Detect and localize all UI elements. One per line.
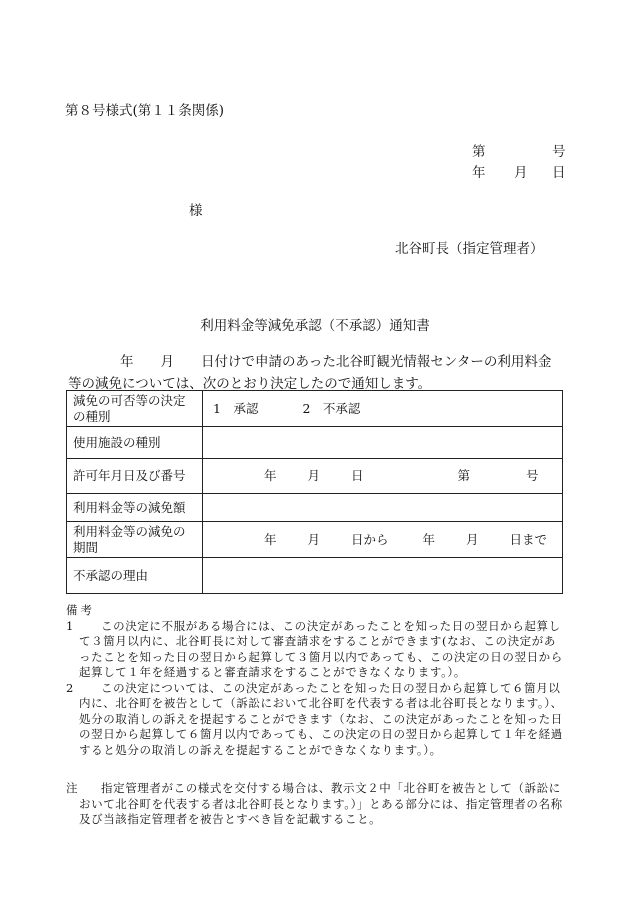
period-end-month: 月	[466, 531, 479, 547]
value-facility-type	[203, 427, 563, 459]
doc-date-month: 月	[514, 165, 528, 181]
footnote	[66, 781, 566, 828]
permit-year: 年	[264, 468, 277, 483]
permit-month: 月	[307, 468, 321, 483]
table-row-period	[67, 522, 563, 558]
label-decision-type: 減免の可否等の決定の種別	[67, 391, 203, 427]
note-item-2-number: 2	[66, 680, 74, 695]
note-item-1-number: 1	[66, 618, 74, 633]
decision-options	[203, 391, 563, 427]
doc-number-prefix: 第	[472, 144, 486, 160]
note-item-2	[66, 681, 566, 759]
period-start-day: 日から	[351, 531, 389, 547]
option-disapprove: 2 不承認	[302, 400, 361, 416]
intro-line-2: 等の減免については、次のとおり決定したので通知します。	[68, 376, 432, 392]
doc-number-suffix: 号	[552, 144, 566, 160]
addressee-suffix: 様	[189, 203, 203, 219]
label-facility-type: 使用施設の種別	[67, 427, 203, 459]
intro-paragraph	[68, 351, 568, 395]
note-item-2-text: この決定については、この決定があったことを知った日の翌日から起算して６箇月以内に、北谷町を被告として（訴訟において北谷町を代表する者は北谷町長となります。）、処分の取消しの訴えを提起することができます（なお、この決定があったことを知った日の翌日から起算して６箇月以内であっても、この決定の日の翌日から起算して１年を経過すると処分の取消しの訴えを提起することができなくなります。）。	[79, 680, 563, 757]
doc-date-year: 年	[472, 165, 486, 181]
period-end-day: 日まで	[509, 531, 548, 547]
permit-no-suffix: 号	[526, 468, 539, 483]
footnote-mark: 注	[66, 781, 79, 795]
value-reduction-amount	[203, 494, 563, 522]
decision-table	[66, 390, 563, 594]
doc-date-day: 日	[552, 165, 566, 181]
table-row-facility	[67, 427, 563, 459]
sender: 北谷町長（指定管理者）	[395, 241, 544, 257]
notes-section	[66, 603, 566, 758]
table-row-decision	[67, 391, 563, 427]
value-permit-date-number	[203, 459, 563, 494]
form-number: 第８号様式(第１１条関係)	[65, 103, 225, 119]
period-start-month: 月	[307, 531, 321, 547]
notes-heading: 備考	[66, 603, 95, 617]
footnote-text: 指定管理者がこの様式を交付する場合は、教示文２中「北谷町を被告として（訴訟において北谷町を代表する者は北谷町長となります。）」とある部分には、指定管理者の名称及び当該指定管理者を被告とすべき旨を記載すること。	[79, 781, 563, 826]
permit-no-prefix: 第	[457, 468, 471, 483]
label-reduction-amount: 利用料金等の減免額	[67, 494, 203, 522]
label-reduction-period: 利用料金等の減免の期間	[67, 522, 203, 558]
table-row-reason	[67, 558, 563, 594]
value-reduction-period	[203, 522, 563, 558]
label-disapproval-reason: 不承認の理由	[67, 558, 203, 594]
document-title: 利用料金等減免承認（不承認）通知書	[200, 318, 430, 334]
option-approve: 1 承認	[213, 400, 259, 416]
period-end-year: 年	[422, 531, 436, 547]
value-disapproval-reason	[203, 558, 563, 594]
label-permit-date-number: 許可年月日及び番号	[67, 459, 203, 494]
period-start-year: 年	[264, 531, 277, 547]
intro-line-1: 年 月 日付けで申請のあった北谷町観光情報センターの利用料金	[120, 354, 552, 370]
note-item-1-text: この決定に不服がある場合には、この決定があったことを知った日の翌日から起算して３箇月以内に、北谷町長に対して審査請求をすることができます(なお、この決定があったことを知った日の翌日から起算して３箇月以内であっても、この決定の日の翌日から起算して１年を経過すると審査請求をすることができなくなります。）。	[79, 618, 563, 679]
table-row-amount	[67, 494, 563, 522]
table-row-permit	[67, 459, 563, 494]
note-item-1	[66, 619, 566, 681]
permit-day: 日	[351, 468, 364, 483]
